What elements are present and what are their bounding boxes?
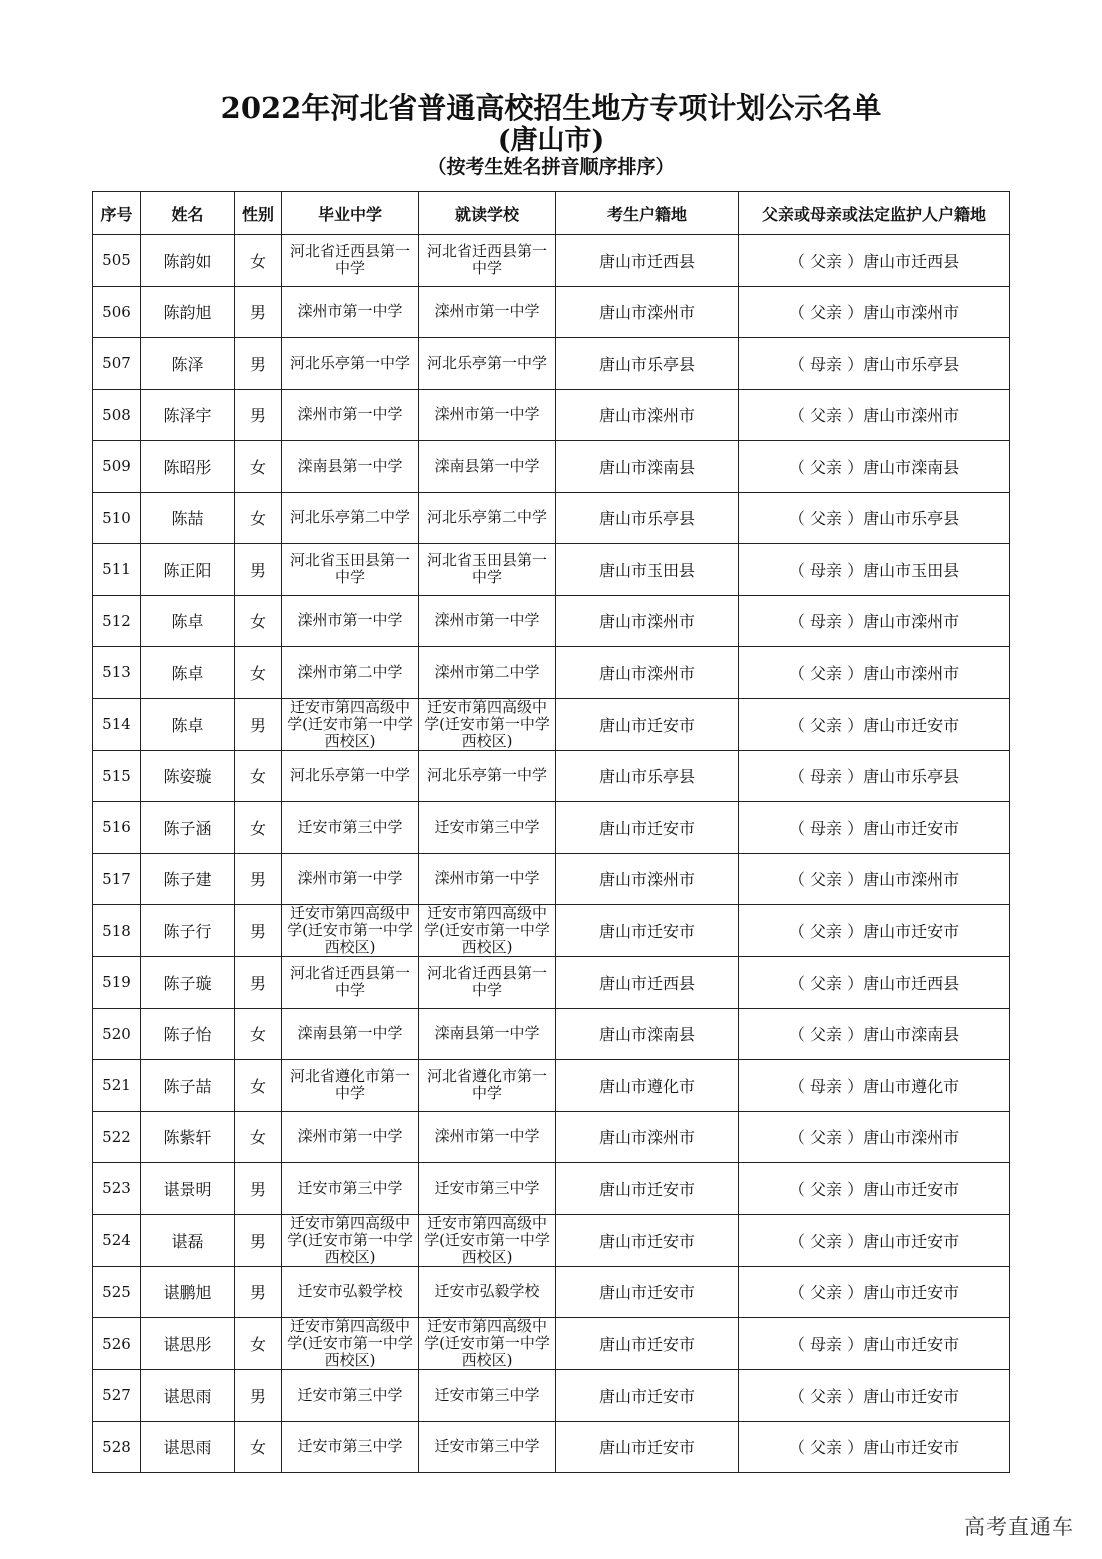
document-subtitle-city: (唐山市)	[497, 125, 605, 156]
cell-guardian-household: （ 父亲 ）唐山市滦州市	[739, 853, 1010, 905]
cell-current-school: 河北乐亭第二中学	[419, 492, 556, 544]
cell-guardian-household: （ 父亲 ）唐山市迁安市	[739, 698, 1010, 750]
table-row	[93, 1008, 1010, 1060]
cell-current-school: 滦州市第一中学	[419, 1111, 556, 1163]
cell-guardian-household: （ 母亲 ）唐山市滦州市	[739, 595, 1010, 647]
document-title: 2022年河北省普通高校招生地方专项计划公示名单	[220, 91, 882, 125]
cell-gender: 男	[235, 1214, 282, 1266]
cell-seq: 508	[93, 389, 141, 441]
cell-current-school: 迁安市第四高级中学(迁安市第一中学西校区)	[419, 1318, 556, 1370]
cell-name: 陈子怡	[141, 1008, 235, 1060]
cell-current-school: 迁安市第三中学	[419, 1370, 556, 1422]
cell-guardian-household: （ 父亲 ）唐山市滦州市	[739, 647, 1010, 699]
table-row	[93, 389, 1010, 441]
cell-current-school: 滦州市第一中学	[419, 286, 556, 338]
cell-seq: 516	[93, 802, 141, 854]
cell-seq: 515	[93, 750, 141, 802]
cell-guardian-household: （ 父亲 ）唐山市迁安市	[739, 1266, 1010, 1318]
cell-gender: 男	[235, 1266, 282, 1318]
table-row	[93, 1421, 1010, 1473]
cell-seq: 505	[93, 235, 141, 287]
cell-graduation-school: 迁安市第三中学	[282, 1421, 419, 1473]
cell-gender: 男	[235, 286, 282, 338]
cell-current-school: 迁安市第四高级中学(迁安市第一中学西校区)	[419, 905, 556, 957]
cell-current-school: 滦州市第一中学	[419, 853, 556, 905]
cell-current-school: 迁安市第三中学	[419, 1421, 556, 1473]
cell-seq: 525	[93, 1266, 141, 1318]
roster-table	[92, 191, 1010, 1473]
cell-gender: 女	[235, 492, 282, 544]
table-row	[93, 1318, 1010, 1370]
cell-household: 唐山市乐亭县	[556, 492, 739, 544]
cell-graduation-school: 滦州市第一中学	[282, 853, 419, 905]
cell-name: 陈卓	[141, 595, 235, 647]
cell-seq: 520	[93, 1008, 141, 1060]
cell-graduation-school: 滦州市第一中学	[282, 1111, 419, 1163]
cell-name: 陈子喆	[141, 1060, 235, 1112]
cell-seq: 528	[93, 1421, 141, 1473]
cell-gender: 女	[235, 1318, 282, 1370]
cell-graduation-school: 滦州市第二中学	[282, 647, 419, 699]
header-gender: 性别	[235, 192, 282, 235]
cell-seq: 512	[93, 595, 141, 647]
cell-household: 唐山市迁安市	[556, 1266, 739, 1318]
table-row	[93, 647, 1010, 699]
table-row	[93, 1060, 1010, 1112]
cell-graduation-school: 河北乐亭第一中学	[282, 338, 419, 390]
cell-gender: 女	[235, 1008, 282, 1060]
table-row	[93, 441, 1010, 493]
cell-household: 唐山市滦州市	[556, 595, 739, 647]
cell-gender: 男	[235, 905, 282, 957]
cell-name: 陈泽宇	[141, 389, 235, 441]
cell-seq: 523	[93, 1163, 141, 1215]
table-row	[93, 802, 1010, 854]
cell-gender: 女	[235, 802, 282, 854]
cell-name: 陈正阳	[141, 544, 235, 596]
cell-household: 唐山市滦州市	[556, 1111, 739, 1163]
cell-guardian-household: （ 父亲 ）唐山市迁安市	[739, 1370, 1010, 1422]
cell-graduation-school: 迁安市第四高级中学(迁安市第一中学西校区)	[282, 1318, 419, 1370]
cell-household: 唐山市迁西县	[556, 957, 739, 1009]
cell-guardian-household: （ 父亲 ）唐山市滦南县	[739, 441, 1010, 493]
cell-household: 唐山市迁安市	[556, 698, 739, 750]
cell-guardian-household: （ 父亲 ）唐山市滦南县	[739, 1008, 1010, 1060]
cell-gender: 女	[235, 235, 282, 287]
cell-household: 唐山市乐亭县	[556, 750, 739, 802]
cell-gender: 男	[235, 853, 282, 905]
cell-household: 唐山市迁安市	[556, 1163, 739, 1215]
cell-seq: 518	[93, 905, 141, 957]
cell-name: 陈子行	[141, 905, 235, 957]
cell-household: 唐山市迁安市	[556, 1370, 739, 1422]
cell-graduation-school: 迁安市第四高级中学(迁安市第一中学西校区)	[282, 698, 419, 750]
cell-name: 陈昭彤	[141, 441, 235, 493]
cell-name: 陈子璇	[141, 957, 235, 1009]
cell-name: 陈韵如	[141, 235, 235, 287]
cell-graduation-school: 迁安市弘毅学校	[282, 1266, 419, 1318]
cell-guardian-household: （ 母亲 ）唐山市乐亭县	[739, 750, 1010, 802]
cell-household: 唐山市迁安市	[556, 1421, 739, 1473]
cell-current-school: 滦州市第一中学	[419, 389, 556, 441]
cell-graduation-school: 迁安市第三中学	[282, 1163, 419, 1215]
cell-gender: 男	[235, 698, 282, 750]
cell-guardian-household: （ 父亲 ）唐山市迁安市	[739, 1214, 1010, 1266]
cell-gender: 男	[235, 1370, 282, 1422]
cell-seq: 511	[93, 544, 141, 596]
cell-household: 唐山市滦州市	[556, 389, 739, 441]
cell-name: 陈卓	[141, 698, 235, 750]
cell-name: 陈姿璇	[141, 750, 235, 802]
cell-current-school: 迁安市第四高级中学(迁安市第一中学西校区)	[419, 698, 556, 750]
header-graduation-school: 毕业中学	[282, 192, 419, 235]
cell-graduation-school: 河北乐亭第二中学	[282, 492, 419, 544]
cell-graduation-school: 河北省迁西县第一中学	[282, 957, 419, 1009]
table-row	[93, 338, 1010, 390]
cell-current-school: 迁安市第三中学	[419, 802, 556, 854]
cell-guardian-household: （ 父亲 ）唐山市迁西县	[739, 957, 1010, 1009]
cell-graduation-school: 迁安市第四高级中学(迁安市第一中学西校区)	[282, 1214, 419, 1266]
table-row	[93, 957, 1010, 1009]
table-row	[93, 1266, 1010, 1318]
header-name: 姓名	[141, 192, 235, 235]
cell-current-school: 河北乐亭第一中学	[419, 750, 556, 802]
cell-graduation-school: 滦南县第一中学	[282, 441, 419, 493]
cell-seq: 526	[93, 1318, 141, 1370]
cell-seq: 510	[93, 492, 141, 544]
cell-gender: 男	[235, 957, 282, 1009]
cell-graduation-school: 河北省迁西县第一中学	[282, 235, 419, 287]
cell-current-school: 迁安市第四高级中学(迁安市第一中学西校区)	[419, 1214, 556, 1266]
cell-seq: 517	[93, 853, 141, 905]
cell-name: 谌磊	[141, 1214, 235, 1266]
cell-seq: 524	[93, 1214, 141, 1266]
cell-seq: 509	[93, 441, 141, 493]
cell-name: 谌鹏旭	[141, 1266, 235, 1318]
cell-graduation-school: 迁安市第四高级中学(迁安市第一中学西校区)	[282, 905, 419, 957]
header-guardian-household: 父亲或母亲或法定监护人户籍地	[739, 192, 1010, 235]
cell-name: 谌思雨	[141, 1370, 235, 1422]
cell-guardian-household: （ 父亲 ）唐山市滦州市	[739, 389, 1010, 441]
cell-gender: 女	[235, 1060, 282, 1112]
cell-seq: 514	[93, 698, 141, 750]
table-row	[93, 235, 1010, 287]
cell-guardian-household: （ 母亲 ）唐山市乐亭县	[739, 338, 1010, 390]
cell-gender: 女	[235, 1421, 282, 1473]
cell-guardian-household: （ 父亲 ）唐山市迁安市	[739, 1163, 1010, 1215]
header-current-school: 就读学校	[419, 192, 556, 235]
cell-current-school: 滦州市第一中学	[419, 595, 556, 647]
cell-name: 陈泽	[141, 338, 235, 390]
cell-seq: 522	[93, 1111, 141, 1163]
table-row	[93, 1163, 1010, 1215]
cell-guardian-household: （ 母亲 ）唐山市迁安市	[739, 802, 1010, 854]
cell-gender: 女	[235, 441, 282, 493]
cell-gender: 女	[235, 750, 282, 802]
cell-guardian-household: （ 父亲 ）唐山市乐亭县	[739, 492, 1010, 544]
cell-graduation-school: 河北省遵化市第一中学	[282, 1060, 419, 1112]
cell-household: 唐山市玉田县	[556, 544, 739, 596]
cell-current-school: 滦南县第一中学	[419, 441, 556, 493]
cell-guardian-household: （ 母亲 ）唐山市遵化市	[739, 1060, 1010, 1112]
table-row	[93, 286, 1010, 338]
cell-name: 陈卓	[141, 647, 235, 699]
cell-household: 唐山市滦南县	[556, 441, 739, 493]
cell-gender: 女	[235, 647, 282, 699]
cell-guardian-household: （ 母亲 ）唐山市玉田县	[739, 544, 1010, 596]
cell-name: 谌思彤	[141, 1318, 235, 1370]
cell-gender: 男	[235, 389, 282, 441]
cell-name: 陈紫轩	[141, 1111, 235, 1163]
table-row	[93, 750, 1010, 802]
cell-current-school: 河北省遵化市第一中学	[419, 1060, 556, 1112]
table-row	[93, 1370, 1010, 1422]
cell-household: 唐山市乐亭县	[556, 338, 739, 390]
cell-current-school: 河北乐亭第一中学	[419, 338, 556, 390]
cell-household: 唐山市遵化市	[556, 1060, 739, 1112]
cell-name: 陈喆	[141, 492, 235, 544]
table-row	[93, 1111, 1010, 1163]
table-header-row	[93, 192, 1010, 235]
cell-household: 唐山市滦州市	[556, 286, 739, 338]
cell-guardian-household: （ 父亲 ）唐山市滦州市	[739, 1111, 1010, 1163]
table-row	[93, 905, 1010, 957]
header-household: 考生户籍地	[556, 192, 739, 235]
table-row	[93, 853, 1010, 905]
cell-household: 唐山市滦南县	[556, 1008, 739, 1060]
table-row	[93, 595, 1010, 647]
cell-household: 唐山市迁西县	[556, 235, 739, 287]
cell-graduation-school: 河北乐亭第一中学	[282, 750, 419, 802]
cell-gender: 男	[235, 1163, 282, 1215]
document-sort-note: （按考生姓名拼音顺序排序）	[427, 156, 675, 178]
cell-household: 唐山市滦州市	[556, 853, 739, 905]
cell-graduation-school: 迁安市第三中学	[282, 1370, 419, 1422]
cell-graduation-school: 滦南县第一中学	[282, 1008, 419, 1060]
cell-household: 唐山市迁安市	[556, 1214, 739, 1266]
table-row	[93, 544, 1010, 596]
cell-name: 谌思雨	[141, 1421, 235, 1473]
cell-seq: 521	[93, 1060, 141, 1112]
cell-guardian-household: （ 父亲 ）唐山市迁安市	[739, 905, 1010, 957]
cell-graduation-school: 滦州市第一中学	[282, 286, 419, 338]
cell-current-school: 迁安市第三中学	[419, 1163, 556, 1215]
cell-guardian-household: （ 母亲 ）唐山市迁安市	[739, 1318, 1010, 1370]
cell-name: 谌景明	[141, 1163, 235, 1215]
cell-seq: 527	[93, 1370, 141, 1422]
header-seq: 序号	[93, 192, 141, 235]
cell-graduation-school: 河北省玉田县第一中学	[282, 544, 419, 596]
cell-current-school: 河北省玉田县第一中学	[419, 544, 556, 596]
cell-name: 陈子涵	[141, 802, 235, 854]
cell-guardian-household: （ 父亲 ）唐山市迁安市	[739, 1421, 1010, 1473]
cell-current-school: 河北省迁西县第一中学	[419, 235, 556, 287]
cell-guardian-household: （ 父亲 ）唐山市滦州市	[739, 286, 1010, 338]
cell-guardian-household: （ 父亲 ）唐山市迁西县	[739, 235, 1010, 287]
cell-household: 唐山市迁安市	[556, 905, 739, 957]
cell-current-school: 滦南县第一中学	[419, 1008, 556, 1060]
cell-name: 陈子建	[141, 853, 235, 905]
cell-seq: 519	[93, 957, 141, 1009]
watermark: 高考直通车	[964, 1515, 1074, 1539]
cell-name: 陈韵旭	[141, 286, 235, 338]
table-row	[93, 492, 1010, 544]
cell-seq: 513	[93, 647, 141, 699]
cell-current-school: 河北省迁西县第一中学	[419, 957, 556, 1009]
cell-graduation-school: 迁安市第三中学	[282, 802, 419, 854]
cell-current-school: 滦州市第二中学	[419, 647, 556, 699]
cell-current-school: 迁安市弘毅学校	[419, 1266, 556, 1318]
cell-gender: 女	[235, 1111, 282, 1163]
table-row	[93, 1214, 1010, 1266]
table-row	[93, 698, 1010, 750]
cell-household: 唐山市迁安市	[556, 1318, 739, 1370]
cell-household: 唐山市迁安市	[556, 802, 739, 854]
cell-gender: 男	[235, 544, 282, 596]
cell-household: 唐山市滦州市	[556, 647, 739, 699]
cell-seq: 506	[93, 286, 141, 338]
cell-graduation-school: 滦州市第一中学	[282, 595, 419, 647]
cell-seq: 507	[93, 338, 141, 390]
cell-gender: 女	[235, 595, 282, 647]
cell-gender: 男	[235, 338, 282, 390]
cell-graduation-school: 滦州市第一中学	[282, 389, 419, 441]
